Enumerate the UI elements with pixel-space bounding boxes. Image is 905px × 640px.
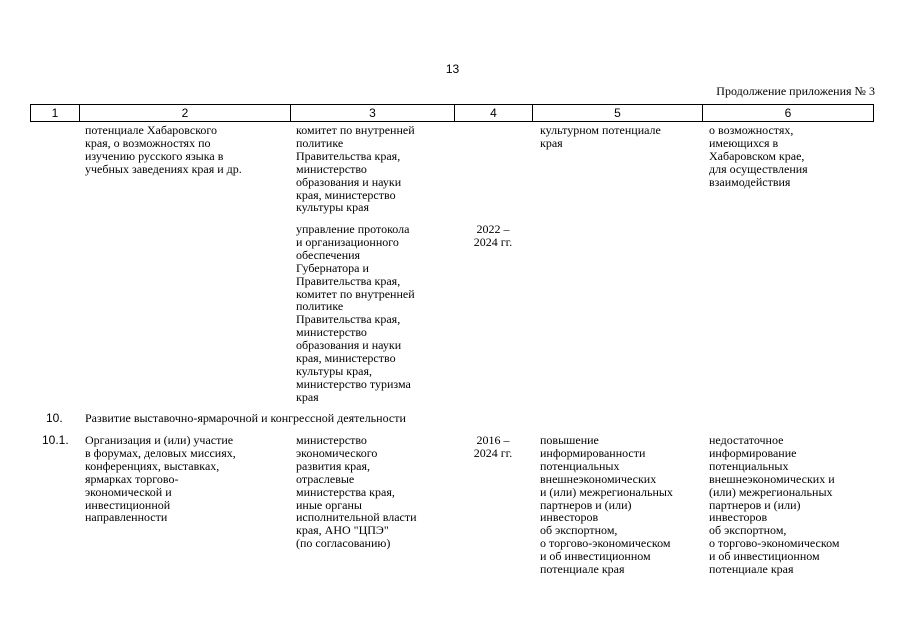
sub-period: 2022 – 2024 гг.	[473, 222, 513, 249]
page-number: 13	[445, 62, 460, 76]
cont-responsible: комитет по внутренней политике Правительства края, министерство образования и науки края, министерство культуры края	[296, 123, 415, 215]
column-header-5: 5	[533, 105, 703, 122]
cont-description: потенциале Хабаровского края, о возможностях по изучению русского языка в учебных заведениях края и др.	[85, 123, 242, 176]
row-responsible: министерство экономического развития края, отраслевые министерства края, иные органы исполнительной власти края, АНО "ЦПЭ" (по согласованию)	[296, 433, 417, 551]
section-number: 10.	[46, 411, 63, 425]
section-title: Развитие выставочно-ярмарочной и конгрессной деятельности	[85, 411, 406, 425]
row-result: повышение информированности потенциальных внешнеэкономических и (или) межрегиональных партнеров и (или) инвесторов об экспортном, о торгово-экономическом и об инвестиционном потенциале края	[540, 433, 673, 577]
cont-risk: о возможностях, имеющихся в Хабаровском крае, для осуществления взаимодействия	[709, 123, 808, 189]
sub-responsible: управление протокола и организационного обеспечения Губернатора и Правительства края, комитет по внутренней политике Правительства края, министерство образования и науки края, министерство культуры края, министерство туризма края	[296, 222, 415, 404]
row-period: 2016 – 2024 гг.	[473, 433, 513, 460]
column-header-row	[30, 104, 874, 122]
row-risk: недостаточное информирование потенциальных внешнеэкономических и (или) межрегиональных партнеров и (или) инвесторов об экспортном, о торгово-экономическом и об инвестиционном потенциале края	[709, 433, 840, 577]
row-description: Организация и (или) участие в форумах, деловых миссиях, конференциях, выставках, ярмарках торгово- экономической и инвестиционной направленности	[85, 433, 236, 525]
column-header-1: 1	[31, 105, 80, 122]
column-header-2: 2	[80, 105, 291, 122]
column-header-6: 6	[703, 105, 874, 122]
appendix-note: Продолжение приложения № 3	[716, 84, 875, 98]
row-number: 10.1.	[42, 433, 69, 447]
cont-result: культурном потенциале края	[540, 123, 661, 150]
column-header-4: 4	[455, 105, 533, 122]
column-header-3: 3	[291, 105, 455, 122]
